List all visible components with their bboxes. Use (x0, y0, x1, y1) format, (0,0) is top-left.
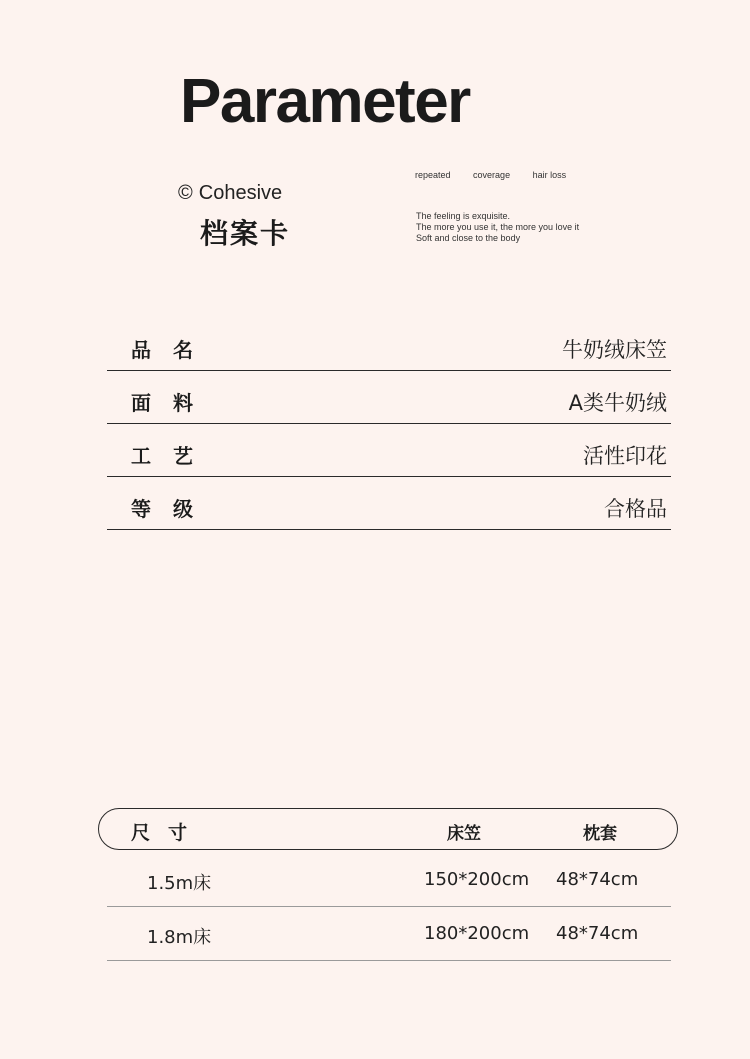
pillowcase-header: 枕套 (583, 824, 617, 844)
tag-list (415, 170, 586, 180)
fitted-sheet-size-cell: 180*200cm (424, 923, 530, 944)
fitted-sheet-size-cell: 150*200cm (424, 869, 530, 890)
tag: repeated (415, 170, 451, 180)
tag: hair loss (532, 170, 567, 180)
slogan-line: The more you use it, the more you love it (416, 222, 580, 232)
slogan-line: Soft and close to the body (416, 233, 521, 243)
param-value: 活性印花 (583, 444, 667, 468)
param-value: 牛奶绒床笠 (562, 338, 667, 362)
param-row (107, 371, 671, 424)
param-row (107, 318, 671, 371)
bed-size-cell: 1.8m床 (147, 927, 212, 948)
page-title: Parameter (180, 67, 470, 136)
param-label: 面料 (131, 391, 215, 415)
param-label: 品名 (131, 338, 215, 362)
card-title: 档案卡 (200, 217, 291, 250)
pillowcase-size-cell: 48*74cm (556, 923, 639, 944)
fitted-sheet-header: 床笠 (447, 824, 481, 844)
brand (178, 182, 282, 205)
brand-name: Cohesive (198, 182, 283, 204)
param-value: 合格品 (604, 497, 667, 521)
table-row (107, 853, 671, 907)
param-row (107, 424, 671, 477)
tag: coverage (473, 170, 511, 180)
slogan-line: The feeling is exquisite. (416, 211, 511, 221)
size-header-label: 尺寸 (131, 822, 206, 844)
slogan (416, 211, 579, 244)
param-label: 等级 (131, 497, 215, 521)
bed-size-cell: 1.5m床 (147, 873, 212, 894)
size-table (107, 853, 671, 961)
pillowcase-size-cell: 48*74cm (556, 869, 639, 890)
param-label: 工艺 (131, 444, 215, 468)
size-table-header (98, 808, 678, 850)
parameter-table (107, 318, 671, 530)
param-row (107, 477, 671, 530)
param-value: A类牛奶绒 (568, 391, 667, 415)
table-row (107, 907, 671, 961)
copyright-icon: © (178, 182, 193, 204)
